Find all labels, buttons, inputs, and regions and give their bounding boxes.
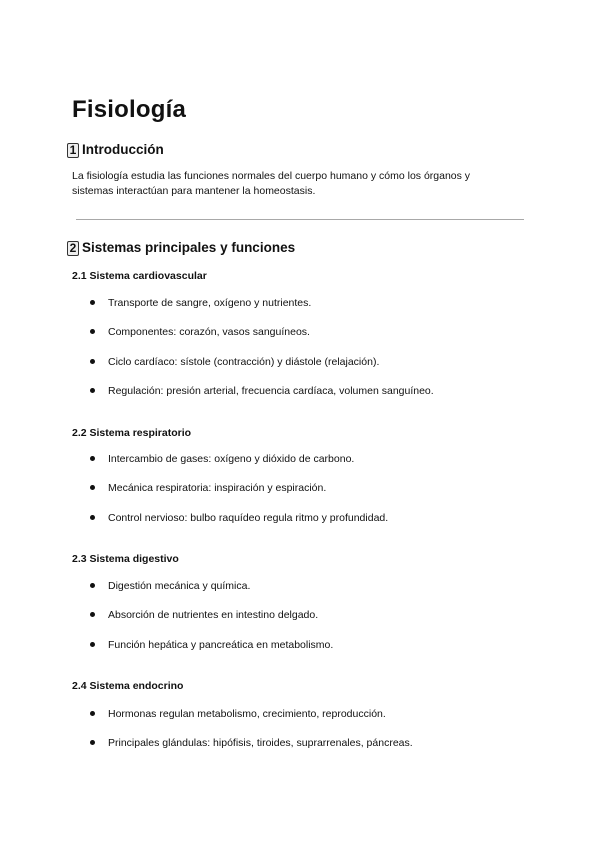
subsection-heading-endocrino: 2.4 Sistema endocrino bbox=[72, 680, 184, 692]
subsection-heading-respiratorio: 2.2 Sistema respiratorio bbox=[72, 427, 192, 439]
list-item: Regulación: presión arterial, frecuencia cardíaca, volumen sanguíneo. bbox=[90, 384, 530, 413]
section-number-badge: 1 bbox=[67, 143, 79, 158]
list-item: Absorción de nutrientes en intestino delgado. bbox=[90, 608, 530, 637]
list-item: Hormonas regulan metabolismo, crecimiento, reproducción. bbox=[90, 707, 530, 736]
list-item: Digestión mecánica y química. bbox=[90, 579, 530, 608]
bullet-dot-icon bbox=[90, 515, 95, 520]
bullet-list-respiratorio bbox=[90, 452, 530, 540]
bullet-list-digestivo bbox=[90, 579, 530, 667]
bullet-dot-icon bbox=[90, 329, 95, 334]
bullet-dot-icon bbox=[90, 485, 95, 490]
bullet-dot-icon bbox=[90, 300, 95, 305]
subsection-heading-digestivo: 2.3 Sistema digestivo bbox=[72, 553, 179, 565]
list-item: Intercambio de gases: oxígeno y dióxido de carbono. bbox=[90, 452, 530, 481]
bullet-dot-icon bbox=[90, 388, 95, 393]
bullet-dot-icon bbox=[90, 583, 95, 588]
list-item: Función hepática y pancreática en metabolismo. bbox=[90, 638, 530, 667]
list-item: Principales glándulas: hipófisis, tiroides, suprarrenales, páncreas. bbox=[90, 736, 530, 765]
bullet-dot-icon bbox=[90, 456, 95, 461]
section-heading-introduccion bbox=[67, 141, 164, 159]
bullet-dot-icon bbox=[90, 612, 95, 617]
page-title: Fisiología bbox=[72, 96, 187, 123]
list-item: Transporte de sangre, oxígeno y nutrientes. bbox=[90, 296, 530, 325]
subsection-heading-cardiovascular: 2.1 Sistema cardiovascular bbox=[72, 270, 207, 282]
section-heading-text: Introducción bbox=[82, 142, 164, 157]
bullet-dot-icon bbox=[90, 642, 95, 647]
section-heading-sistemas bbox=[67, 239, 295, 257]
section-divider bbox=[76, 219, 524, 220]
bullet-dot-icon bbox=[90, 359, 95, 364]
bullet-list-cardiovascular bbox=[90, 296, 530, 413]
list-item: Control nervioso: bulbo raquídeo regula ritmo y profundidad. bbox=[90, 511, 530, 540]
list-item: Mecánica respiratoria: inspiración y espiración. bbox=[90, 481, 530, 510]
bullet-dot-icon bbox=[90, 711, 95, 716]
intro-paragraph: La fisiología estudia las funciones normales del cuerpo humano y cómo los órganos y sistemas interactúan para mantener la homeostasis. bbox=[72, 170, 471, 197]
section-heading-text: Sistemas principales y funciones bbox=[82, 240, 296, 255]
list-item: Ciclo cardíaco: sístole (contracción) y diástole (relajación). bbox=[90, 355, 530, 384]
bullet-list-endocrino bbox=[90, 707, 530, 766]
bullet-dot-icon bbox=[90, 740, 95, 745]
list-item: Componentes: corazón, vasos sanguíneos. bbox=[90, 325, 530, 354]
section-number-badge: 2 bbox=[67, 241, 79, 256]
